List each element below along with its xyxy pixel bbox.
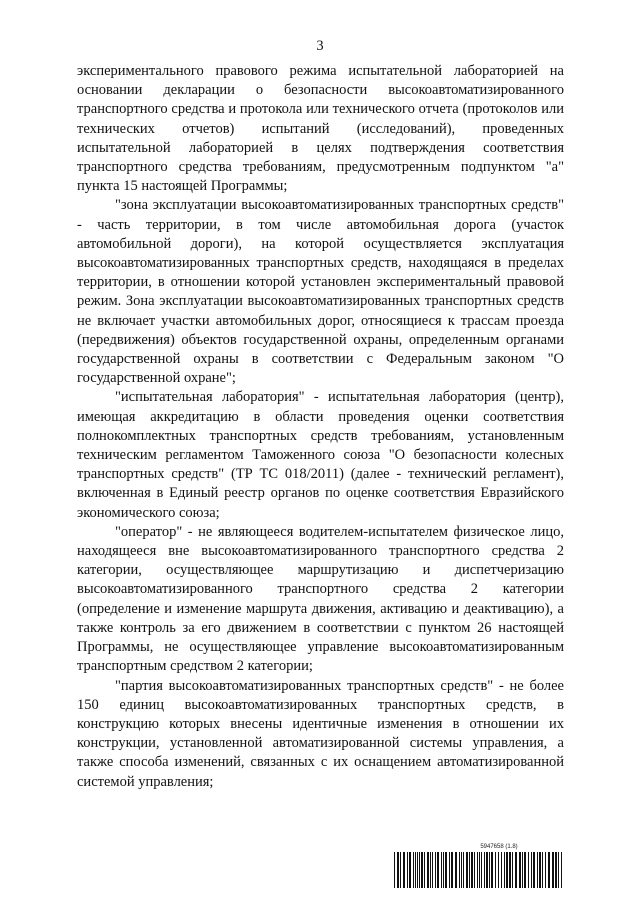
- page-number: 3: [316, 38, 324, 54]
- document-body: [77, 62, 564, 792]
- paragraph-3: "испытательная лаборатория" - испытательная лаборатория (центр), имеющая аккредитацию в области проведения оценки соответствия полнокомплектных транспортных средств требованиям, установленным техническим регламентом Таможенного союза "О безопасности колесных транспортных средств" (ТР ТС 018/2011) (далее - технический регламент), включенная в Единый реестр органов по оценке соответствия Евразийского экономического союза;: [77, 389, 564, 521]
- paragraph-1: экспериментального правового режима испытательной лабораторией на основании декларации о безопасности высокоавтоматизированного транспортного средства и протокола или технического отчета (протоколов или технических отчетов) испытаний (исследований), проведенных испытательной лабораторией в целях подтверждения соответствия транспортного средства требованиям, предусмотренным подпунктом "а" пункта 15 настоящей Программы;: [77, 63, 564, 195]
- paragraph-5: "партия высокоавтоматизированных транспортных средств" - не более 150 единиц высокоавтоматизированных транспортных средств, в конструкцию которых внесены идентичные изменения в отношении их конструкции, установленной автоматизированной системы управления, а также способа изменений, связанных с их оснащением автоматизированной системой управления;: [77, 677, 564, 790]
- paragraph-2: "зона эксплуатации высокоавтоматизированных транспортных средств" - часть территории, в том числе автомобильная дорога (участок автомобильной дороги), на которой осуществляется эксплуатация высокоавтоматизированных транспортных средств, находящаяся в пределах территории, в отношении которой установлен экспериментальный правовой режим. Зона эксплуатации высокоавтоматизированных транспортных средств не включает участки автомобильных дорог, относящиеся к трассам проезда (передвижения) объектов государственной охраны, определенным органами государственной охраны в соответствии с Федеральным законом "О государственной охране";: [77, 197, 564, 387]
- paragraph-4: "оператор" - не являющееся водителем-испытателем физическое лицо, находящееся вне высокоавтоматизированного транспортного средства 2 категории, осуществляющее маршрутизацию и диспетчеризацию высокоавтоматизированного транспортного средства 2 категории (определение и изменение маршрута движения, активацию и деактивацию), а также контроль за его движением в соответствии с пунктом 26 настоящей Программы, не осуществляющее управление высокоавтоматизированным транспортным средством 2 категории;: [77, 523, 564, 675]
- stamp-code: 5947658 (1.8): [480, 844, 518, 850]
- document-stamp: [394, 844, 564, 888]
- barcode-icon: [394, 852, 564, 888]
